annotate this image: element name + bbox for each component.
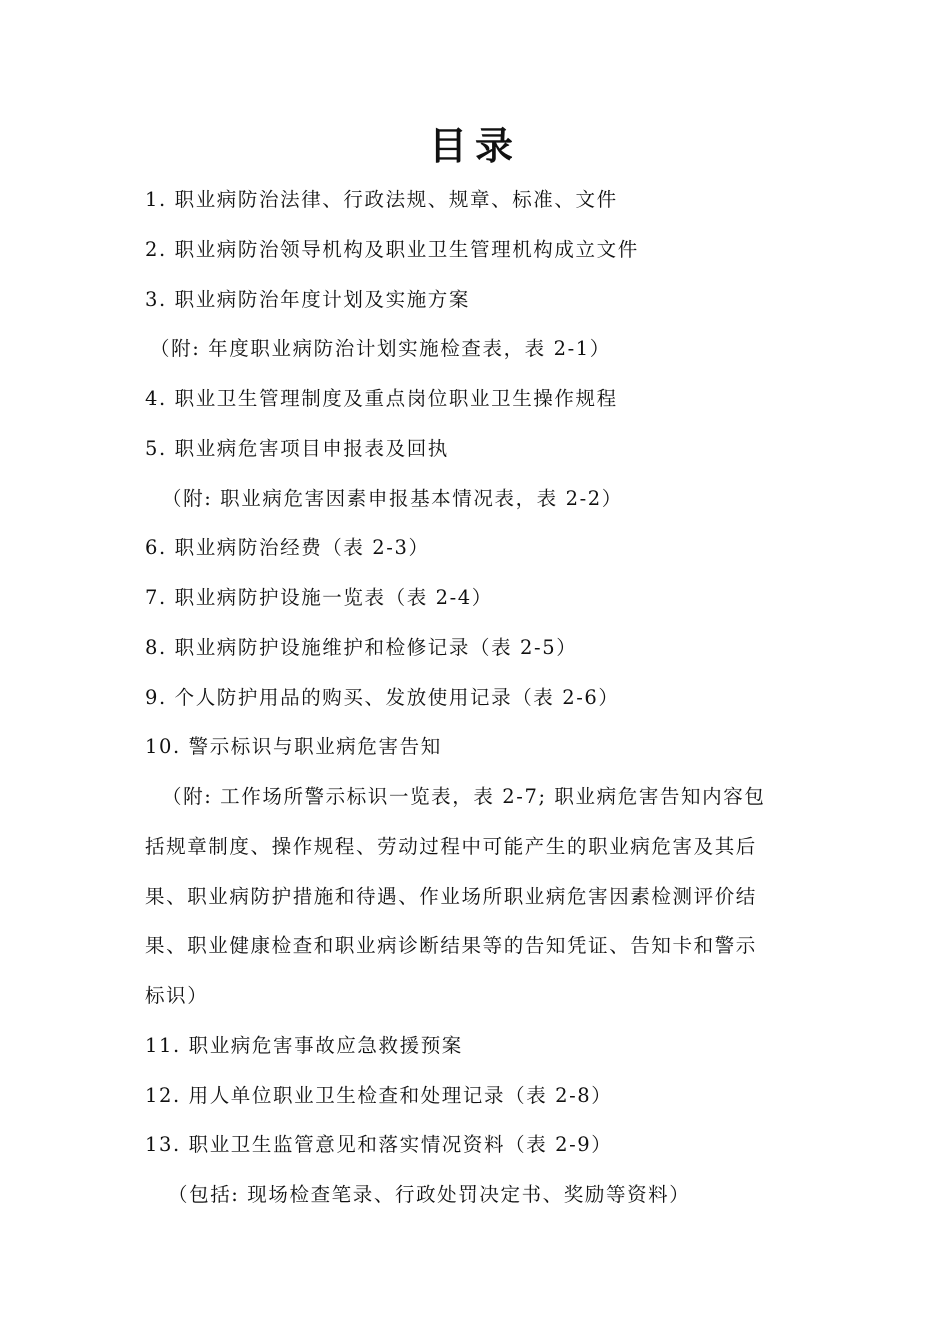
- toc-note-continuation: 标识）: [145, 984, 209, 1007]
- toc-note-continuation: 括规章制度、操作规程、劳动过程中可能产生的职业病危害及其后: [145, 834, 757, 858]
- toc-item: 11. 职业病危害事故应急救援预案: [145, 1033, 463, 1057]
- toc-note-continuation: 果、职业病防护措施和待遇、作业场所职业病危害因素检测评价结: [145, 884, 757, 908]
- toc-note-continuation: 果、职业健康检查和职业病诊断结果等的告知凭证、告知卡和警示: [145, 934, 757, 958]
- table-of-contents: [145, 180, 805, 1225]
- toc-item: 10. 警示标识与职业病危害告知: [145, 735, 442, 759]
- toc-item: 8. 职业病防护设施维护和检修记录（表 2-5）: [145, 635, 578, 659]
- toc-item: 4. 职业卫生管理制度及重点岗位职业卫生操作规程: [145, 387, 618, 410]
- toc-item: 2. 职业病防治领导机构及职业卫生管理机构成立文件: [145, 237, 639, 261]
- page-title: 目录: [428, 124, 521, 168]
- toc-note: （包括: 现场检查笔录、行政处罚决定书、奖励等资料）: [168, 1183, 691, 1206]
- toc-note: （附: 年度职业病防治计划实施检查表，表 2-1）: [150, 337, 611, 361]
- toc-item: 3. 职业病防治年度计划及实施方案: [145, 287, 471, 311]
- toc-item: 6. 职业病防治经费（表 2-3）: [145, 536, 430, 560]
- toc-item: 13. 职业卫生监管意见和落实情况资料（表 2-9）: [145, 1133, 613, 1157]
- toc-item: 12. 用人单位职业卫生检查和处理记录（表 2-8）: [145, 1083, 613, 1107]
- toc-note: （附: 工作场所警示标识一览表，表 2-7; 职业病危害告知内容包: [162, 785, 766, 808]
- toc-item: 9. 个人防护用品的购买、发放使用记录（表 2-6）: [145, 685, 620, 709]
- toc-item: 1. 职业病防治法律、行政法规、规章、标准、文件: [145, 188, 618, 211]
- toc-item: 7. 职业病防护设施一览表（表 2-4）: [145, 586, 493, 609]
- toc-note: （附: 职业病危害因素申报基本情况表，表 2-2）: [162, 486, 623, 510]
- toc-item: 5. 职业病危害项目申报表及回执: [145, 436, 449, 460]
